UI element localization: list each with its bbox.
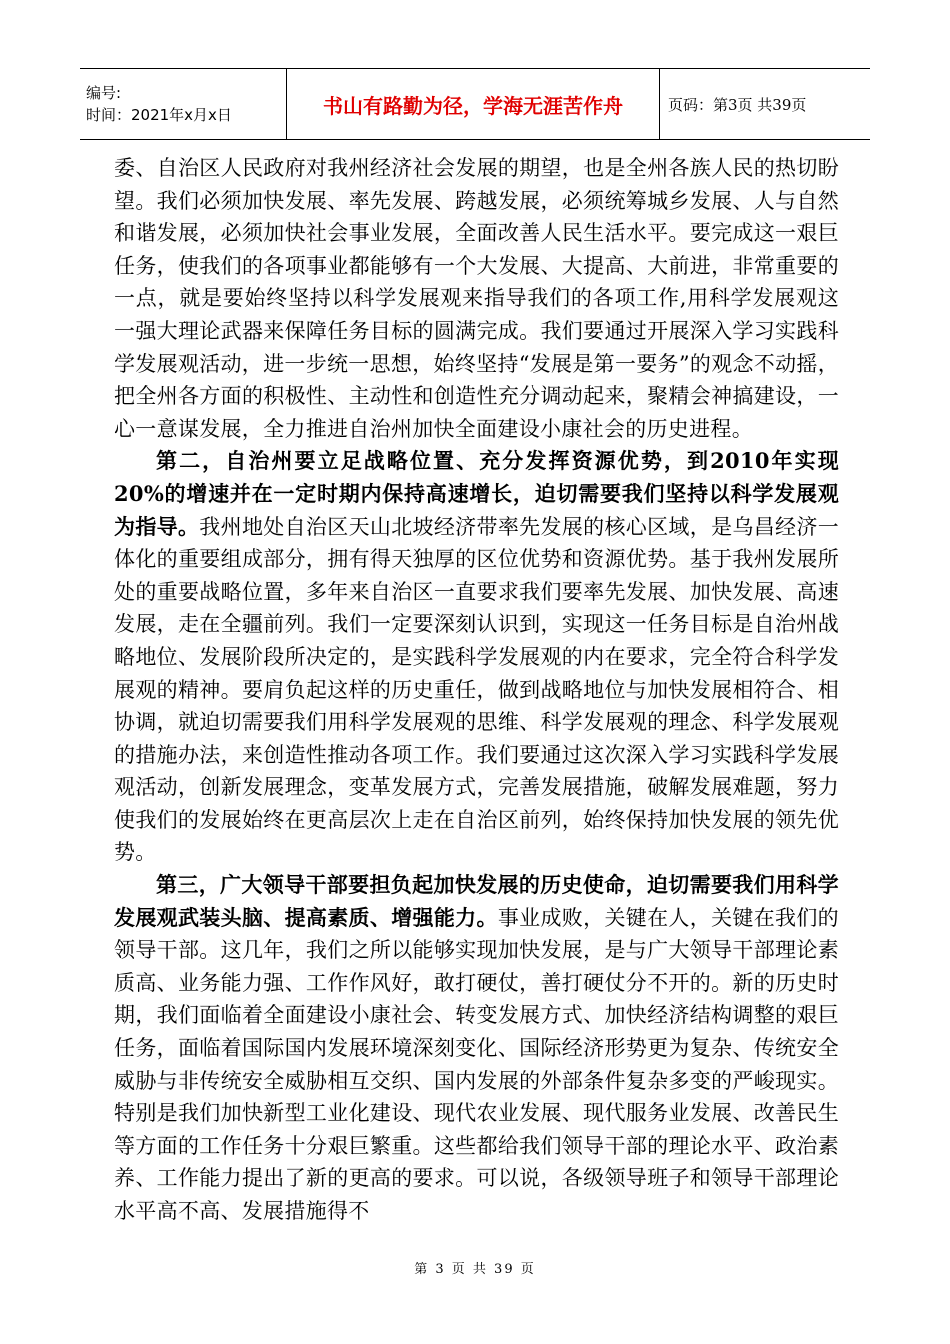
paragraph-3-text: 事业成败，关键在人，关键在我们的领导干部。这几年，我们之所以能够实现加快发展，是与广大领导干部理论素质高、业务能力强、工作作风好，敢打硬仗，善打硬仗分不开的。新的历史时期，我们面临着全面建设小康社会、转变发展方式、加快经济结构调整的艰巨任务，面临着国际国内发展环境深刻变化、国际经济形势更为复杂、传统安全威胁与非传统安全威胁相互交织、国内发展的外部条件复杂多变的严峻现实。特别是我们加快新型工业化建设、现代农业发展、现代服务业发展、改善民生等方面的工作任务十分艰巨繁重。这些都给我们领导干部的理论水平、政治素养、工作能力提出了新的更高的要求。可以说，各级领导班子和领导干部理论水平高不高、发展措施得不 bbox=[114, 905, 839, 1223]
paragraph-2 bbox=[114, 445, 839, 869]
paragraph-3 bbox=[114, 869, 839, 1228]
paragraph-1: 委、自治区人民政府对我州经济社会发展的期望，也是全州各族人民的热切盼望。我们必须加快发展、率先发展、跨越发展，必须统筹城乡发展、人与自然和谐发展，必须加快社会事业发展，全面改善人民生活水平。要完成这一艰巨任务，使我们的各项事业都能够有一个大发展、大提高、大前进，非常重要的一点，就是要始终坚持以科学发展观来指导我们的各项工作,用科学发展观这一强大理论武器来保障任务目标的圆满完成。我们要通过开展深入学习实践科学发展观活动，进一步统一思想，始终坚持“发展是第一要务”的观念不动摇，把全州各方面的积极性、主动性和创造性充分调动起来，聚精会神搞建设，一心一意谋发展，全力推进自治州加快全面建设小康社会的历史进程。 bbox=[114, 156, 839, 441]
header-table bbox=[80, 68, 870, 140]
paragraph-2-heading: 第二，自治州要立足战略位置、充分发挥资源优势，到2010年实现20%的增速并在一定时期内保持高速增长，迫切需要我们坚持以科学发展观为指导。 bbox=[114, 448, 839, 539]
paragraph-2-text: 我州地处自治区天山北坡经济带率先发展的核心区域，是乌昌经济一体化的重要组成部分，拥有得天独厚的区位优势和资源优势。基于我州发展所处的重要战略位置，多年来自治区一直要求我们要率先发展、加快发展、高速发展，走在全疆前列。我们一定要深刻认识到，实现这一任务目标是自治州战略地位、发展阶段所决定的，是实践科学发展观的内在要求，完全符合科学发展观的精神。要肩负起这样的历史重任，做到战略地位与加快发展相符合、相协调，就迫切需要我们用科学发展观的思维、科学发展观的理念、科学发展观的措施办法，来创造性推动各项工作。我们要通过这次深入学习实践科学发展观活动，创新发展理念，变革发展方式，完善发展措施，破解发展难题，努力使我们的发展始终在更高层次上走在自治区前列，始终保持加快发展的领先优势。 bbox=[114, 514, 839, 865]
header-page-info bbox=[660, 69, 870, 139]
header-meta bbox=[80, 69, 286, 139]
date-label: 时间：2021年x月x日 bbox=[86, 106, 232, 124]
header-motto bbox=[286, 69, 660, 139]
motto-text: 书山有路勤为径，学海无涯苦作舟 bbox=[323, 93, 623, 118]
document-body bbox=[114, 152, 839, 1228]
page-info-text: 页码：第3页 共39页 bbox=[668, 95, 807, 114]
paragraph-3-heading: 第三，广大领导干部要担负起加快发展的历史使命，迫切需要我们用科学发展观武装头脑、提高素质、增强能力。 bbox=[114, 872, 839, 930]
page-footer: 第 3 页 共 39 页 bbox=[414, 1262, 536, 1277]
doc-number-label: 编号: bbox=[86, 84, 122, 102]
